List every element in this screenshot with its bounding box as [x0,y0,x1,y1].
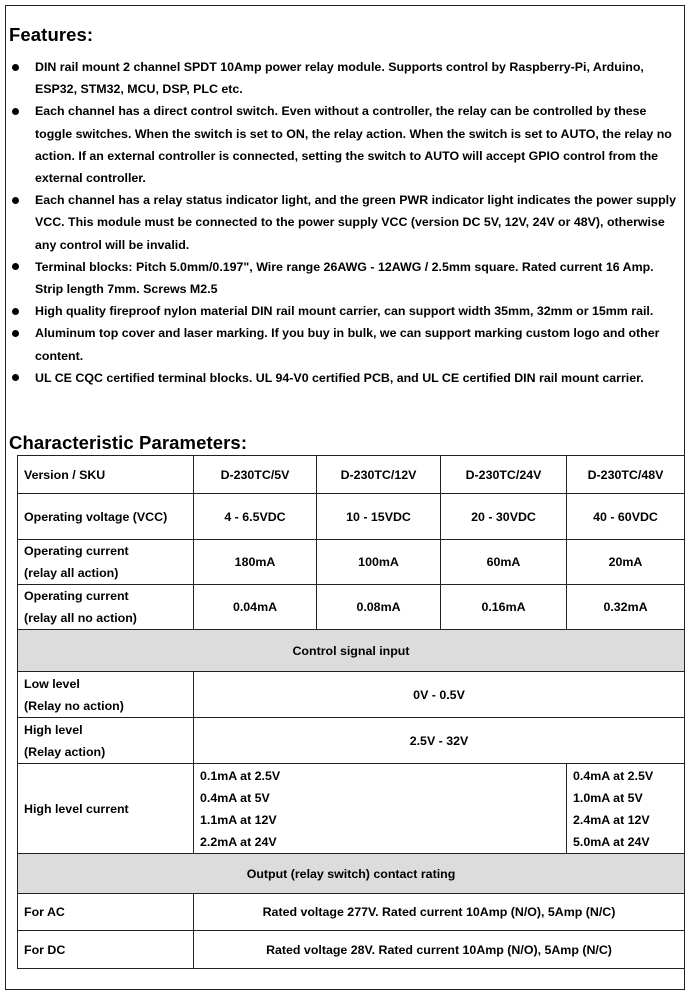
list-item: Terminal blocks: Pitch 5.0mm/0.197", Wire range 26AWG - 12AWG / 2.5mm square. Rated current 16 Amp. Strip length 7mm. Screws M2.5 [11,256,683,300]
table-cell: 0.08mA [317,585,441,630]
features-heading: Features: [9,24,94,45]
table-cell: Operating current (relay all no action) [18,585,194,630]
table-cell: 0.4mA at 2.5V 1.0mA at 5V 2.4mA at 12V 5.0mA at 24V [567,764,685,854]
table-cell: 0.1mA at 2.5V 0.4mA at 5V 1.1mA at 12V 2.2mA at 24V [194,764,567,854]
bullet-icon [12,374,19,381]
table-cell: 0.16mA [441,585,567,630]
list-item: Aluminum top cover and laser marking. If you buy in bulk, we can support marking custom logo and other content. [11,322,683,366]
table-row [18,672,685,718]
table-cell: High level current [18,764,194,854]
table-cell: 4 - 6.5VDC [194,494,317,540]
bullet-icon [12,308,19,315]
list-item: High quality fireproof nylon material DIN rail mount carrier, can support width 35mm, 32mm or 15mm rail. [11,300,683,322]
bullet-icon [12,330,19,337]
table-row [18,931,685,969]
table-cell: 0V - 0.5V [194,672,685,718]
table-cell: D-230TC/24V [441,456,567,494]
params-heading: Characteristic Parameters: [9,432,248,453]
table-cell: Operating current (relay all action) [18,540,194,585]
table-row [18,494,685,540]
table-cell: 20 - 30VDC [441,494,567,540]
list-item: UL CE CQC certified terminal blocks. UL 94-V0 certified PCB, and UL CE certified DIN rail mount carrier. [11,367,683,389]
table-cell: For DC [18,931,194,969]
table-cell: Low level (Relay no action) [18,672,194,718]
bullet-icon [12,64,19,71]
table-cell: 60mA [441,540,567,585]
list-item: DIN rail mount 2 channel SPDT 10Amp power relay module. Supports control by Raspberry-Pi, Arduino, ESP32, STM32, MCU, DSP, PLC etc. [11,56,683,100]
table-cell: 180mA [194,540,317,585]
section-header: Output (relay switch) contact rating [18,854,685,894]
table-cell: 40 - 60VDC [567,494,685,540]
bullet-icon [12,263,19,270]
table-cell: 10 - 15VDC [317,494,441,540]
list-item: Each channel has a relay status indicator light, and the green PWR indicator light indicates the power supply VCC. This module must be connected to the power supply VCC (version DC 5V, 12V, 24V or 48V), otherwise any control will be invalid. [11,189,683,256]
table-cell: 100mA [317,540,441,585]
table-row [18,894,685,931]
section-header: Control signal input [18,630,685,672]
table-cell: D-230TC/5V [194,456,317,494]
table-cell: For AC [18,894,194,931]
table-row [18,718,685,764]
table-row [18,854,685,894]
list-item: Each channel has a direct control switch. Even without a controller, the relay can be controlled by these toggle switches. When the switch is set to ON, the relay action. When the switch is set to AUTO, the relay no action. If an external controller is connected, setting the switch to AUTO will accept GPIO control from the external controller. [11,100,683,189]
table-cell: 0.04mA [194,585,317,630]
table-cell: Rated voltage 277V. Rated current 10Amp (N/O), 5Amp (N/C) [194,894,685,931]
bullet-icon [12,197,19,204]
table-row [18,764,685,854]
table-cell: 0.32mA [567,585,685,630]
table-cell: Operating voltage (VCC) [18,494,194,540]
bullet-icon [12,108,19,115]
table-row [18,456,685,494]
table-cell: D-230TC/48V [567,456,685,494]
parameters-table [17,455,685,969]
table-row [18,540,685,585]
table-cell: D-230TC/12V [317,456,441,494]
table-cell: 2.5V - 32V [194,718,685,764]
table-cell: High level (Relay action) [18,718,194,764]
features-list [11,56,683,389]
table-cell: 20mA [567,540,685,585]
table-row [18,630,685,672]
table-row [18,585,685,630]
table-cell: Version / SKU [18,456,194,494]
table-cell: Rated voltage 28V. Rated current 10Amp (N/O), 5Amp (N/C) [194,931,685,969]
